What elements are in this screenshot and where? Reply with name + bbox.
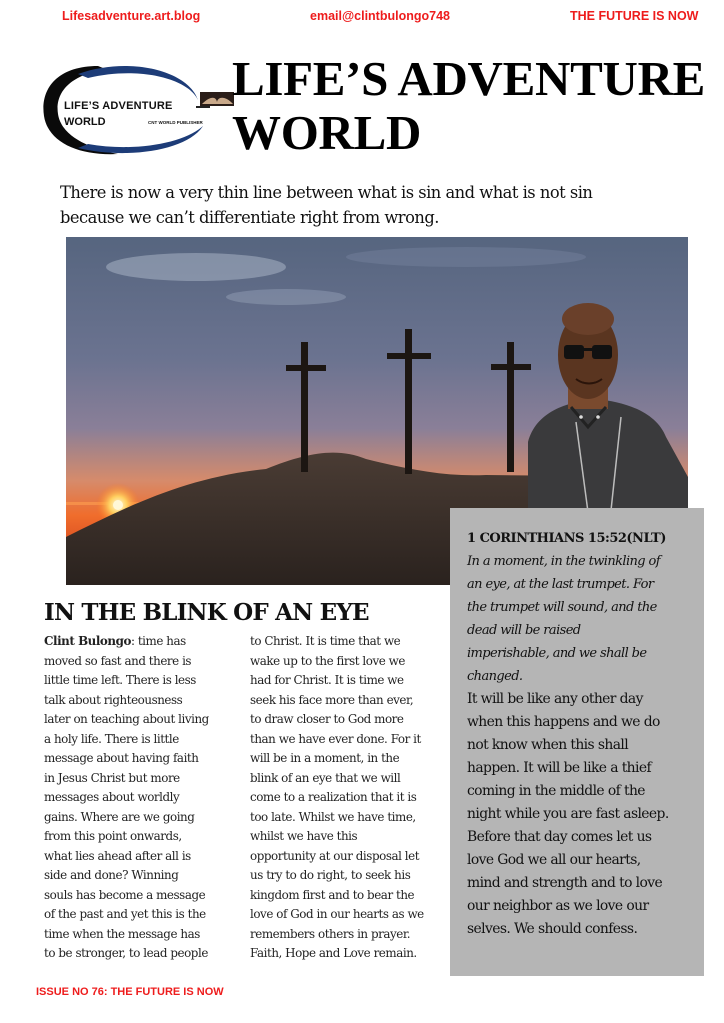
sidebar-line: coming in the middle of the <box>467 783 645 799</box>
article-line: wake up to the first love we <box>250 653 405 668</box>
masthead-line1: LIFE’S ADVENTURE <box>232 51 706 106</box>
lead-paragraph <box>60 180 700 230</box>
article-line: remembers others in prayer. <box>250 926 411 941</box>
article-line: seek his face more than ever, <box>250 692 414 707</box>
article-line: side and done? Winning <box>44 868 179 882</box>
verse-line: the trumpet will sound, and the <box>467 600 657 615</box>
article-line: time when the message has <box>44 926 200 941</box>
verse-line: an eye, at the last trumpet. For <box>467 577 654 592</box>
lead-line1: There is now a very thin line between what is sin and what is not sin <box>60 183 593 202</box>
article-line: souls has become a message <box>44 887 206 902</box>
article-line: blink of an eye that we will <box>250 770 401 785</box>
article-line: in Jesus Christ but more <box>44 770 180 785</box>
article-author: Clint Bulongo <box>44 634 131 648</box>
sidebar-line: our neighbor as we love our <box>467 898 649 914</box>
article-line: moved so fast and there is <box>44 653 192 668</box>
scripture-sidebar <box>450 508 704 976</box>
article-line: later on teaching about living <box>44 712 209 726</box>
article-line: from this point onwards, <box>44 829 182 843</box>
logo-title-line1: LIFE’S ADVENTURE <box>64 100 173 112</box>
article-line: come to a realization that it is <box>250 790 417 804</box>
publisher-logo <box>38 60 238 160</box>
article-line: gains. Where are we going <box>44 809 195 824</box>
scripture-verse <box>467 550 702 688</box>
sidebar-line: mind and strength and to love <box>467 875 663 891</box>
article-line: whilst we have this <box>250 829 358 843</box>
verse-line: changed. <box>467 669 523 684</box>
article-line: love of God in our hearts as we <box>250 907 424 921</box>
email-link[interactable]: email@clintbulongo748 <box>310 9 450 23</box>
article-line: of the past and yet this is the <box>44 907 206 921</box>
sidebar-line: Before that day comes let us <box>467 829 652 845</box>
sidebar-line: It will be like any other day <box>467 691 643 707</box>
article-headline: IN THE BLINK OF AN EYE <box>44 599 369 626</box>
lead-line2: because we can’t differentiate right from wrong. <box>60 208 439 227</box>
article-line: talk about righteousness <box>44 692 183 707</box>
top-slogan: THE FUTURE IS NOW <box>570 9 699 23</box>
article-line: kingdom first and to bear the <box>250 887 415 902</box>
article-text: : time has <box>130 634 186 648</box>
article-line: Faith, Hope and Love remain. <box>250 946 417 960</box>
masthead-line2: WORLD <box>232 105 422 160</box>
article-line: too late. Whilst we have time, <box>250 809 416 824</box>
sidebar-line: when this happens and we do <box>467 714 660 730</box>
sidebar-line: selves. We should confess. <box>467 921 638 937</box>
article-line: to be stronger, to lead people <box>44 946 208 960</box>
sidebar-body <box>467 688 702 941</box>
article-line: opportunity at our disposal let <box>250 848 420 863</box>
verse-line: In a moment, in the twinkling of <box>467 554 660 569</box>
sidebar-line: night while you are fast asleep. <box>467 806 669 822</box>
article-line: little time left. There is less <box>44 673 196 687</box>
logo-publisher: CNT WORLD PUBLISHER <box>148 120 203 125</box>
article-line: what lies ahead after all is <box>44 848 191 863</box>
issue-footer: ISSUE NO 76: THE FUTURE IS NOW <box>36 986 224 998</box>
sidebar-line: love God we all our hearts, <box>467 852 641 868</box>
verse-line: dead will be raised <box>467 623 581 638</box>
article-line <box>44 632 244 652</box>
article-line: message about having faith <box>44 751 199 765</box>
article-line: to draw closer to God more <box>250 712 404 726</box>
article-line: a holy life. There is little <box>44 731 179 746</box>
article-line: than we have ever done. For it <box>250 731 421 746</box>
sidebar-line: not know when this shall <box>467 737 629 753</box>
article-line: had for Christ. It is time we <box>250 673 404 687</box>
article-line: messages about worldly <box>44 790 180 804</box>
verse-line: imperishable, and we shall be <box>467 646 647 661</box>
article-line: to Christ. It is time that we <box>250 634 401 648</box>
logo-title-line2: WORLD <box>64 116 106 128</box>
article-column-1 <box>44 632 244 964</box>
blog-link[interactable]: Lifesadventure.art.blog <box>62 9 201 23</box>
article-line: will be in a moment, in the <box>250 751 400 765</box>
scripture-reference: 1 CORINTHIANS 15:52(NLT) <box>467 531 666 546</box>
masthead-title <box>232 52 705 160</box>
article-line: us try to do right, to seek his <box>250 868 411 882</box>
sidebar-line: happen. It will be like a thief <box>467 760 652 776</box>
article-column-2 <box>250 632 450 964</box>
